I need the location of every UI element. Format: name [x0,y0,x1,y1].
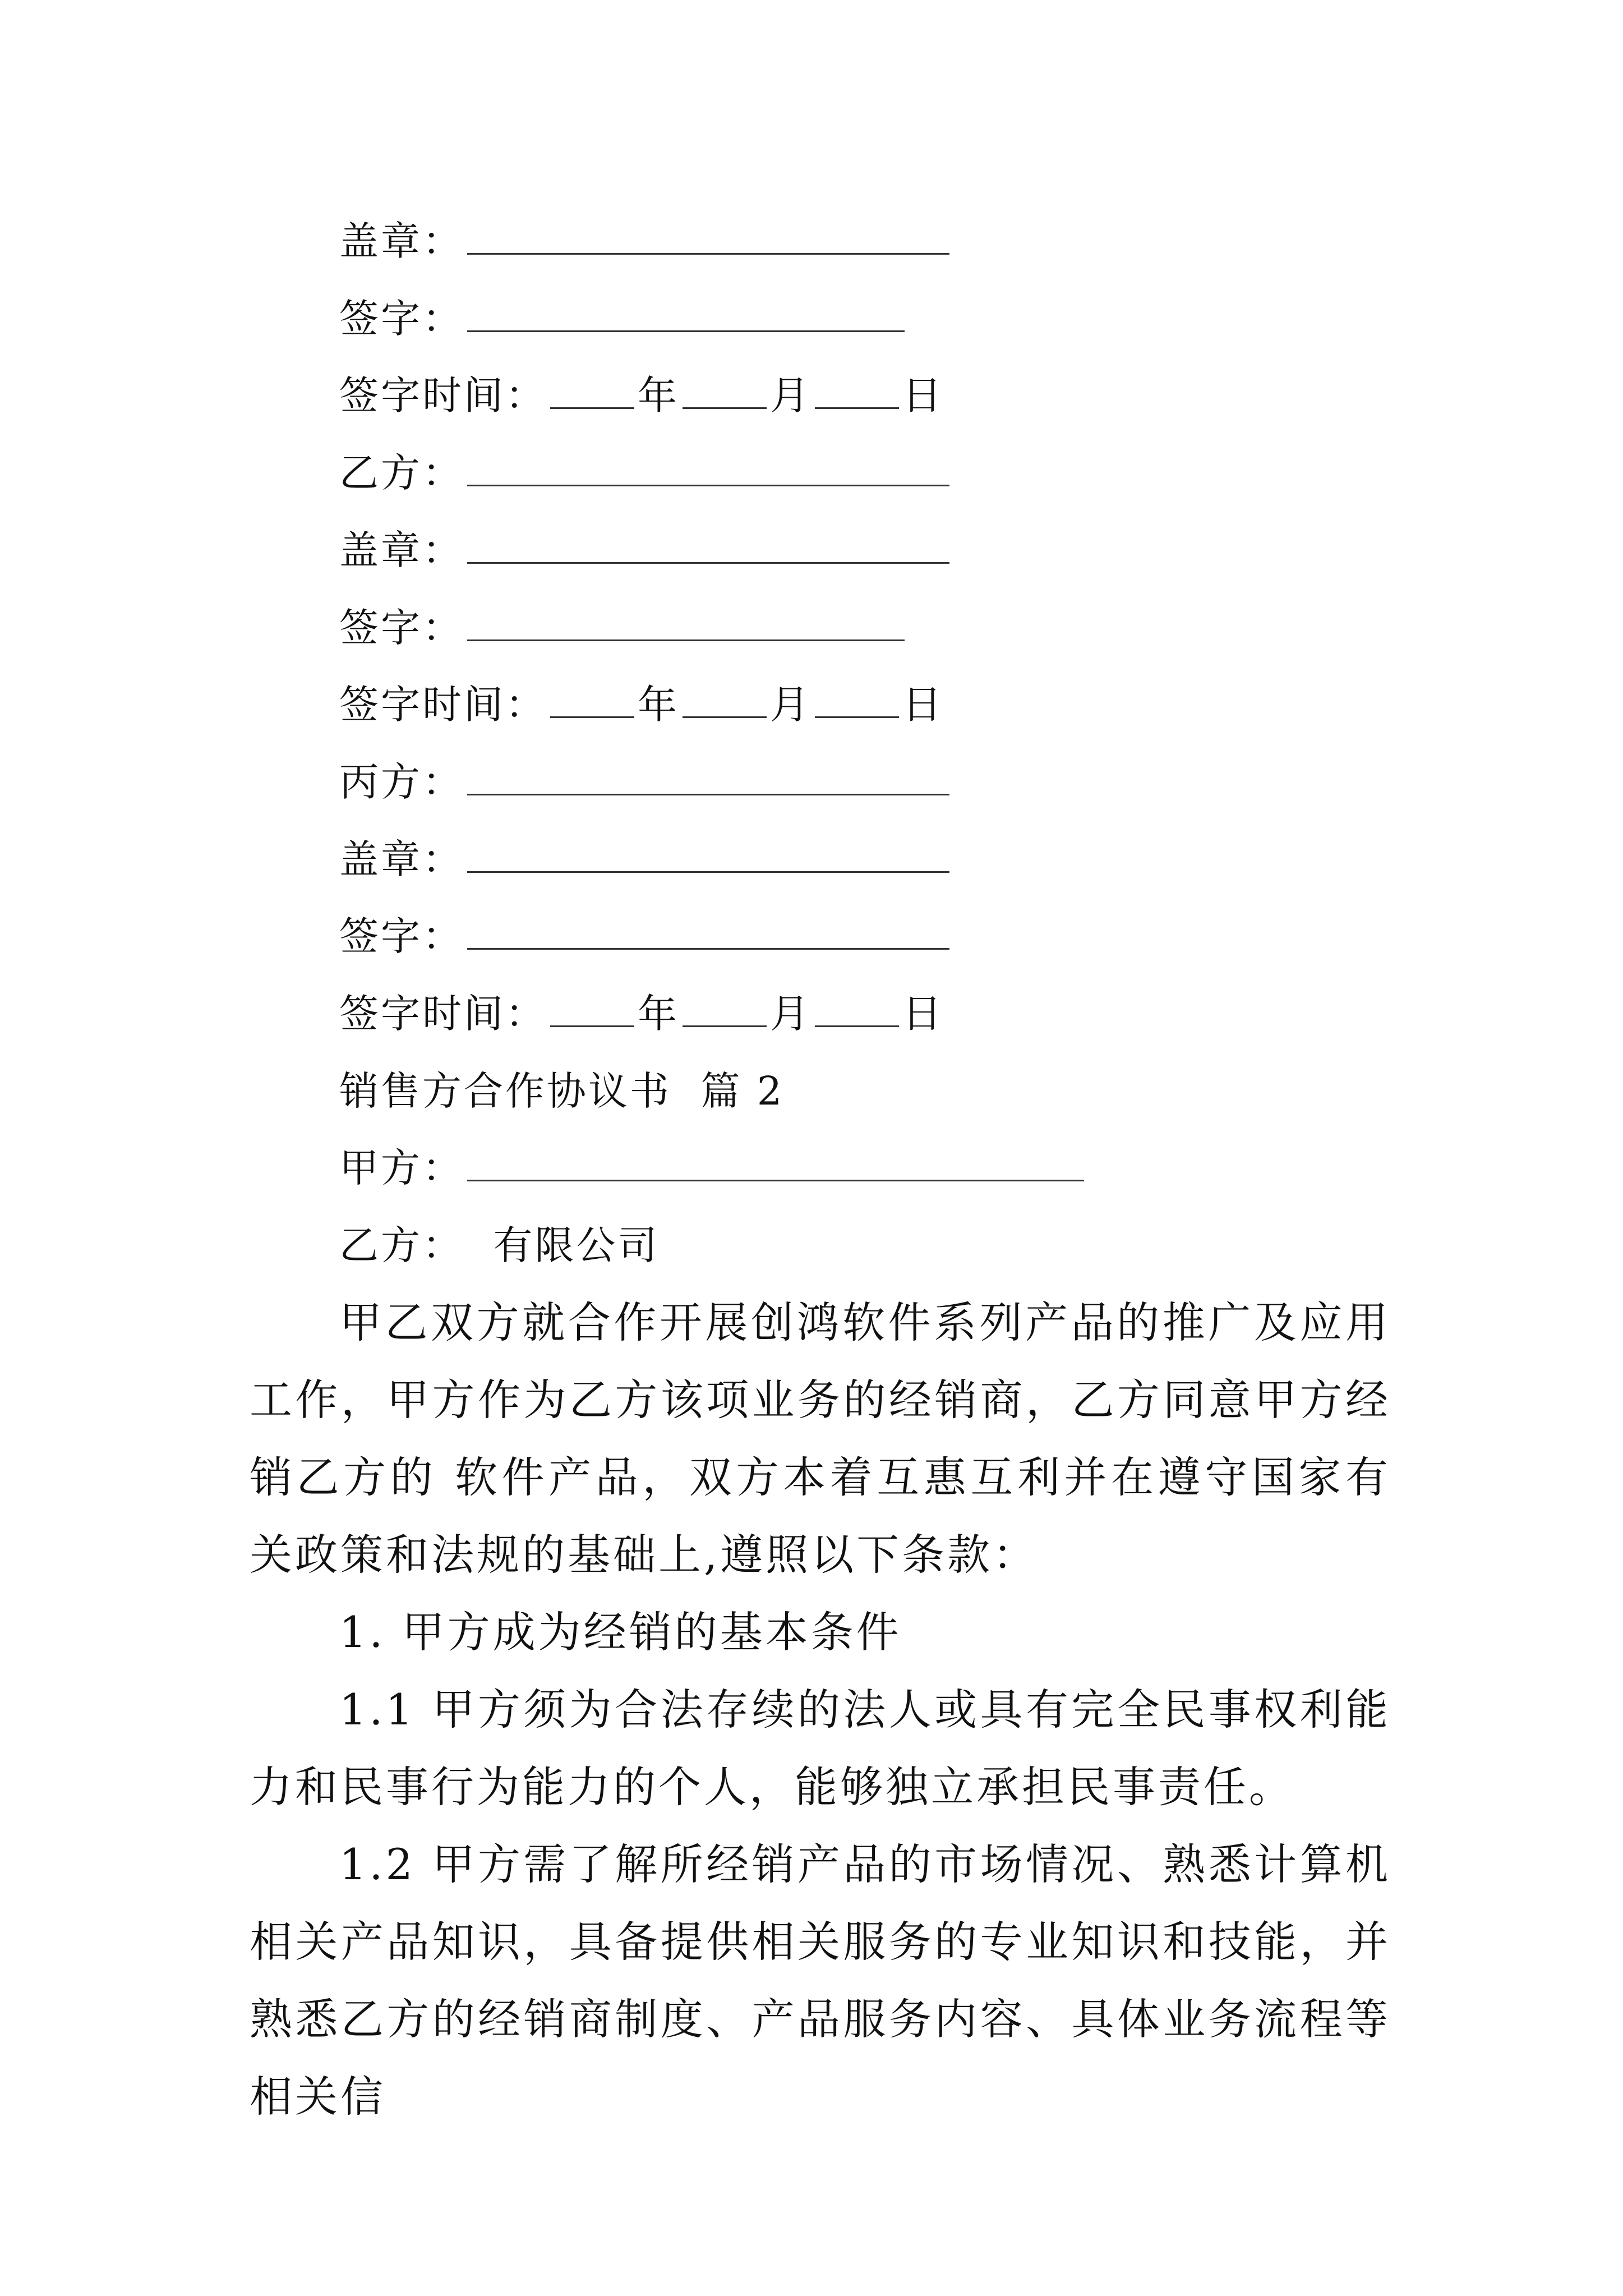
seal-blank [467,218,949,255]
sign-blank [467,605,905,641]
seal-blank [467,836,949,873]
party-a-label: 甲方： [339,1145,464,1191]
day-blank [815,372,899,409]
section-title: 销售方合作协议书 篇 2 [339,1068,785,1114]
month-blank [683,682,767,718]
party-a-blank [467,1145,1084,1181]
year-label: 年 [638,991,679,1037]
year-label: 年 [638,682,679,728]
year-blank [550,372,634,409]
month-label: 月 [770,682,811,728]
day-blank [815,682,899,718]
seal-line-b [339,525,949,576]
section2-party-b-line: 乙方： 有限公司 [339,1222,660,1268]
month-blank [683,372,767,409]
section2-party-a-line [339,1143,1084,1193]
seal-label: 盖章： [339,218,464,264]
party-b-label: 乙方： [339,450,464,496]
sign-time-line-a [339,370,944,421]
seal-line-c [339,834,949,885]
sign-time-line-c [339,988,944,1039]
sign-label: 签字： [339,605,464,651]
intro-paragraph: 甲乙双方就合作开展创鸿软件系列产品的推广及应用工作，甲方作为乙方该项业务的经销商，乙方同意甲方经销乙方的 软件产品，双方本着互惠互利并在遵守国家有关政策和法规的基础上,遵照以下条款： [250,1297,1391,1580]
seal-blank [467,527,949,564]
clause-1-2-paragraph: 1.2 甲方需了解所经销产品的市场情况、熟悉计算机相关产品知识，具备提供相关服务的专业知识和技能，并熟悉乙方的经销商制度、产品服务内容、具体业务流程等相关信 [250,1839,1391,2122]
party-b-line [339,448,949,498]
year-blank [550,991,634,1027]
sign-line-b [339,602,905,653]
day-label: 日 [902,372,944,418]
sign-line-c [339,911,949,961]
clause-1-1-paragraph: 1.1 甲方须为合法存续的法人或具有完全民事权利能力和民事行为能力的个人，能够独立承担民事责任。 [250,1685,1391,1812]
sign-time-label: 签字时间： [339,372,547,418]
seal-line-a [339,216,949,266]
clause-1-heading: 1. 甲方成为经销的基本条件 [339,1607,902,1657]
sign-line-a [339,293,905,344]
month-label: 月 [770,372,811,418]
year-blank [550,682,634,718]
sign-blank [467,296,905,332]
day-label: 日 [902,682,944,728]
party-b-blank [467,450,949,486]
day-label: 日 [902,991,944,1037]
sign-label: 签字： [339,296,464,342]
month-label: 月 [770,991,811,1037]
year-label: 年 [638,372,679,418]
month-blank [683,991,767,1027]
party-c-label: 丙方： [339,759,464,805]
party-c-line [339,757,949,807]
sign-time-label: 签字时间： [339,991,547,1037]
seal-label: 盖章： [339,527,464,573]
sign-time-line-b [339,679,944,730]
day-blank [815,991,899,1027]
party-c-blank [467,759,949,795]
sign-label: 签字： [339,913,464,959]
sign-blank [467,913,949,950]
sign-time-label: 签字时间： [339,682,547,728]
seal-label: 盖章： [339,836,464,882]
